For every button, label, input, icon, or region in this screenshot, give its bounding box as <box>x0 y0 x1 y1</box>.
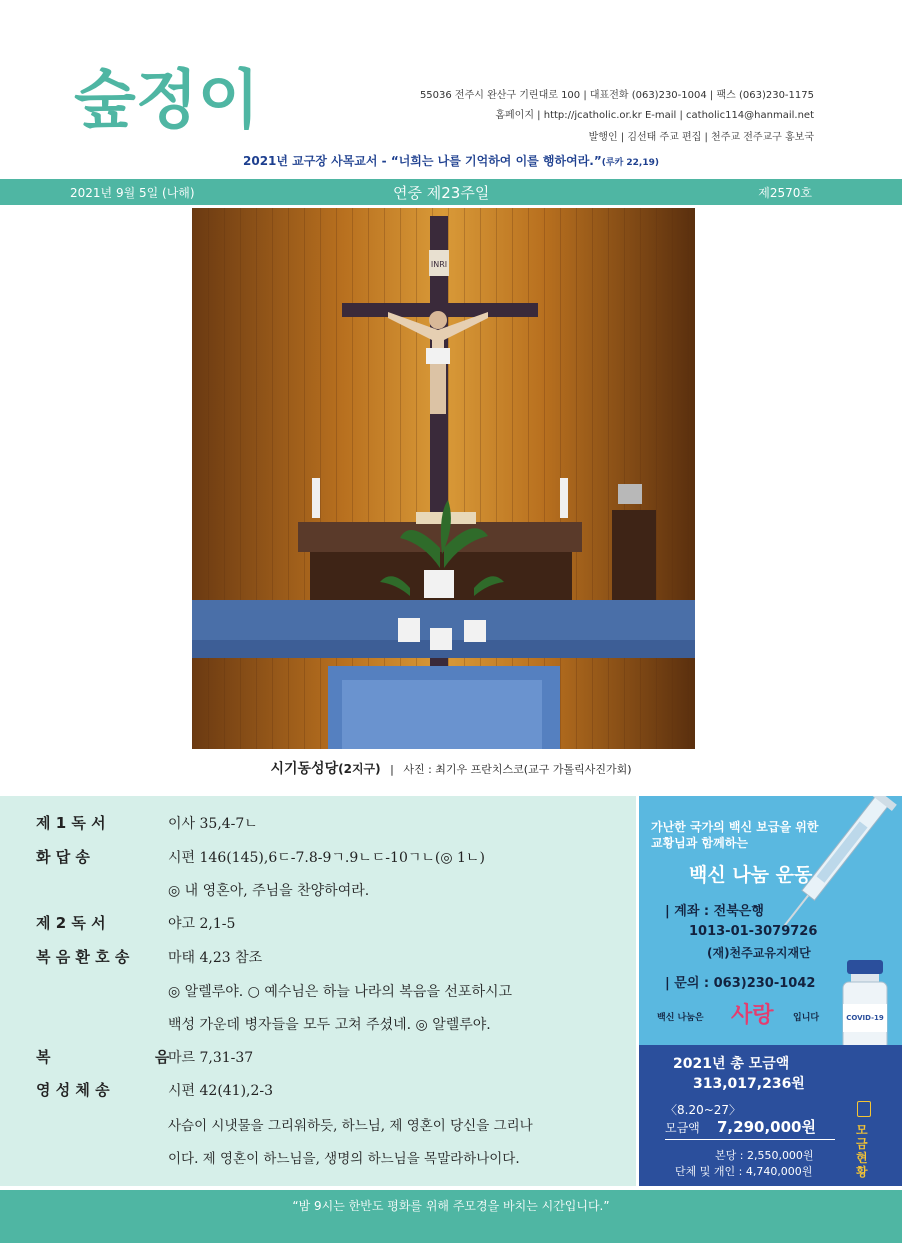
cathedral-amount: 본당 : 2,550,000원 <box>715 1149 814 1162</box>
campaign-title: 백신 나눔 운동 <box>689 864 813 886</box>
account-label: | 계좌 : 전북은행 <box>665 904 764 919</box>
psalm-response: ◎ 내 영혼아, 주님을 찬양하여라. <box>168 883 370 899</box>
vaccine-vial-icon <box>839 960 891 1052</box>
period: 〈8.20~27〉 <box>665 1103 742 1117</box>
pastoral-theme <box>0 152 902 169</box>
account-holder: (재)천주교유지재단 <box>707 946 811 960</box>
alleluia-verse-1: ◎ 알렐루야. ○ 예수님은 하늘 나라의 복음을 선포하시고 <box>168 984 513 1000</box>
header-address: 55036 전주시 완산구 기린대로 100 | 대표전화 (063)230-1004 | 팩스 (063)230-1175 <box>419 90 814 101</box>
first-reading-text: 이사 35,4-7ㄴ <box>168 816 258 832</box>
intro-line-1: 가난한 국가의 백신 보급을 위한 <box>651 820 819 834</box>
caption-separator: | <box>390 763 394 776</box>
divider <box>665 1139 835 1140</box>
gospel-text: 마르 7,31-37 <box>168 1050 254 1066</box>
church-altar-photo <box>192 208 695 749</box>
intro-line-2: 교황님과 함께하는 <box>651 836 748 850</box>
alleluia-text: 마태 4,23 참조 <box>168 950 263 966</box>
cross-title: INRI <box>430 260 448 269</box>
second-reading-text: 야고 2,1-5 <box>168 916 236 932</box>
psalm-text: 시편 146(145),6ㄷ-7.8-9ㄱ.9ㄴㄷ-10ㄱㄴ(◎ 1ㄴ) <box>168 850 485 866</box>
footer-bar <box>0 1190 902 1243</box>
psalm-label: 화 답 송 <box>36 848 90 866</box>
alleluia-verse-2: 백성 가운데 병자들을 모두 고쳐 주셨네. ◎ 알렐루야. <box>168 1017 491 1033</box>
communion-label: 영 성 체 송 <box>36 1081 110 1099</box>
header-publisher: 발행인 | 김선태 주교 편집 | 천주교 전주교구 홍보국 <box>588 132 814 143</box>
account-number: 1013-01-3079726 <box>689 924 818 939</box>
theme-reference: (루카 22,19) <box>601 158 659 168</box>
communion-text: 시편 42(41),2-3 <box>168 1083 274 1099</box>
issue-date: 2021년 9월 5일 (나해) <box>70 186 195 200</box>
gospel-label: 복 음 <box>36 1048 170 1066</box>
liturgical-week: 연중 제23주일 <box>393 184 490 202</box>
period-label: 모금액 <box>665 1121 700 1135</box>
logo-mark <box>72 60 294 138</box>
second-reading-label: 제 2 독 서 <box>36 914 106 932</box>
logo-text: 숲정이 <box>74 64 260 138</box>
caption-credit: 사진 : 최기우 프란치스코(교구 가톨릭사진가회) <box>403 763 632 776</box>
masthead-logo <box>72 60 294 138</box>
first-reading-label: 제 1 독 서 <box>36 814 106 832</box>
mass-readings-panel <box>0 796 636 1186</box>
clipboard-icon <box>857 1101 871 1117</box>
status-label: 모금현황 <box>856 1123 868 1179</box>
altar-illustration <box>192 208 695 749</box>
total-amount: 313,017,236원 <box>693 1076 805 1092</box>
groups-amount: 단체 및 개인 : 4,740,000원 <box>675 1165 813 1178</box>
caption-church: 시기동성당 <box>270 761 339 777</box>
vial-label: COVID-19 <box>846 1014 884 1022</box>
period-amount: 7,290,000원 <box>717 1118 816 1136</box>
fundraising-status <box>639 1045 902 1186</box>
total-title: 2021년 총 모금액 <box>673 1056 790 1072</box>
caption-district: (2지구) <box>338 762 381 776</box>
issue-number: 제2570호 <box>758 186 812 200</box>
communion-verse-1: 사슴이 시냇물을 그리워하듯, 하느님, 제 영혼이 당신을 그리나 <box>168 1118 533 1134</box>
communion-verse-2: 이다. 제 영혼이 하느님을, 생명의 하느님을 목말라하나이다. <box>168 1151 520 1167</box>
slogan-love: 사랑 <box>731 1003 774 1028</box>
theme-text: 2021년 교구장 사목교서 - “너희는 나를 기억하여 이를 행하여라.” <box>243 154 602 168</box>
header-web: 홈페이지 | http://jcatholic.or.kr E-mail | catholic114@hanmail.net <box>495 110 814 121</box>
photo-caption <box>0 758 902 778</box>
vaccine-campaign-ad <box>639 796 902 1186</box>
date-bar <box>0 179 902 205</box>
alleluia-label: 복 음 환 호 송 <box>36 948 130 966</box>
slogan-suffix: 입니다 <box>793 1013 820 1023</box>
contact-info: | 문의 : 063)230-1042 <box>665 976 816 991</box>
peace-prayer-notice: “밤 9시는 한반도 평화를 위해 주모경을 바치는 시간입니다.” <box>292 1199 610 1213</box>
slogan-prefix: 백신 나눔은 <box>657 1013 704 1023</box>
